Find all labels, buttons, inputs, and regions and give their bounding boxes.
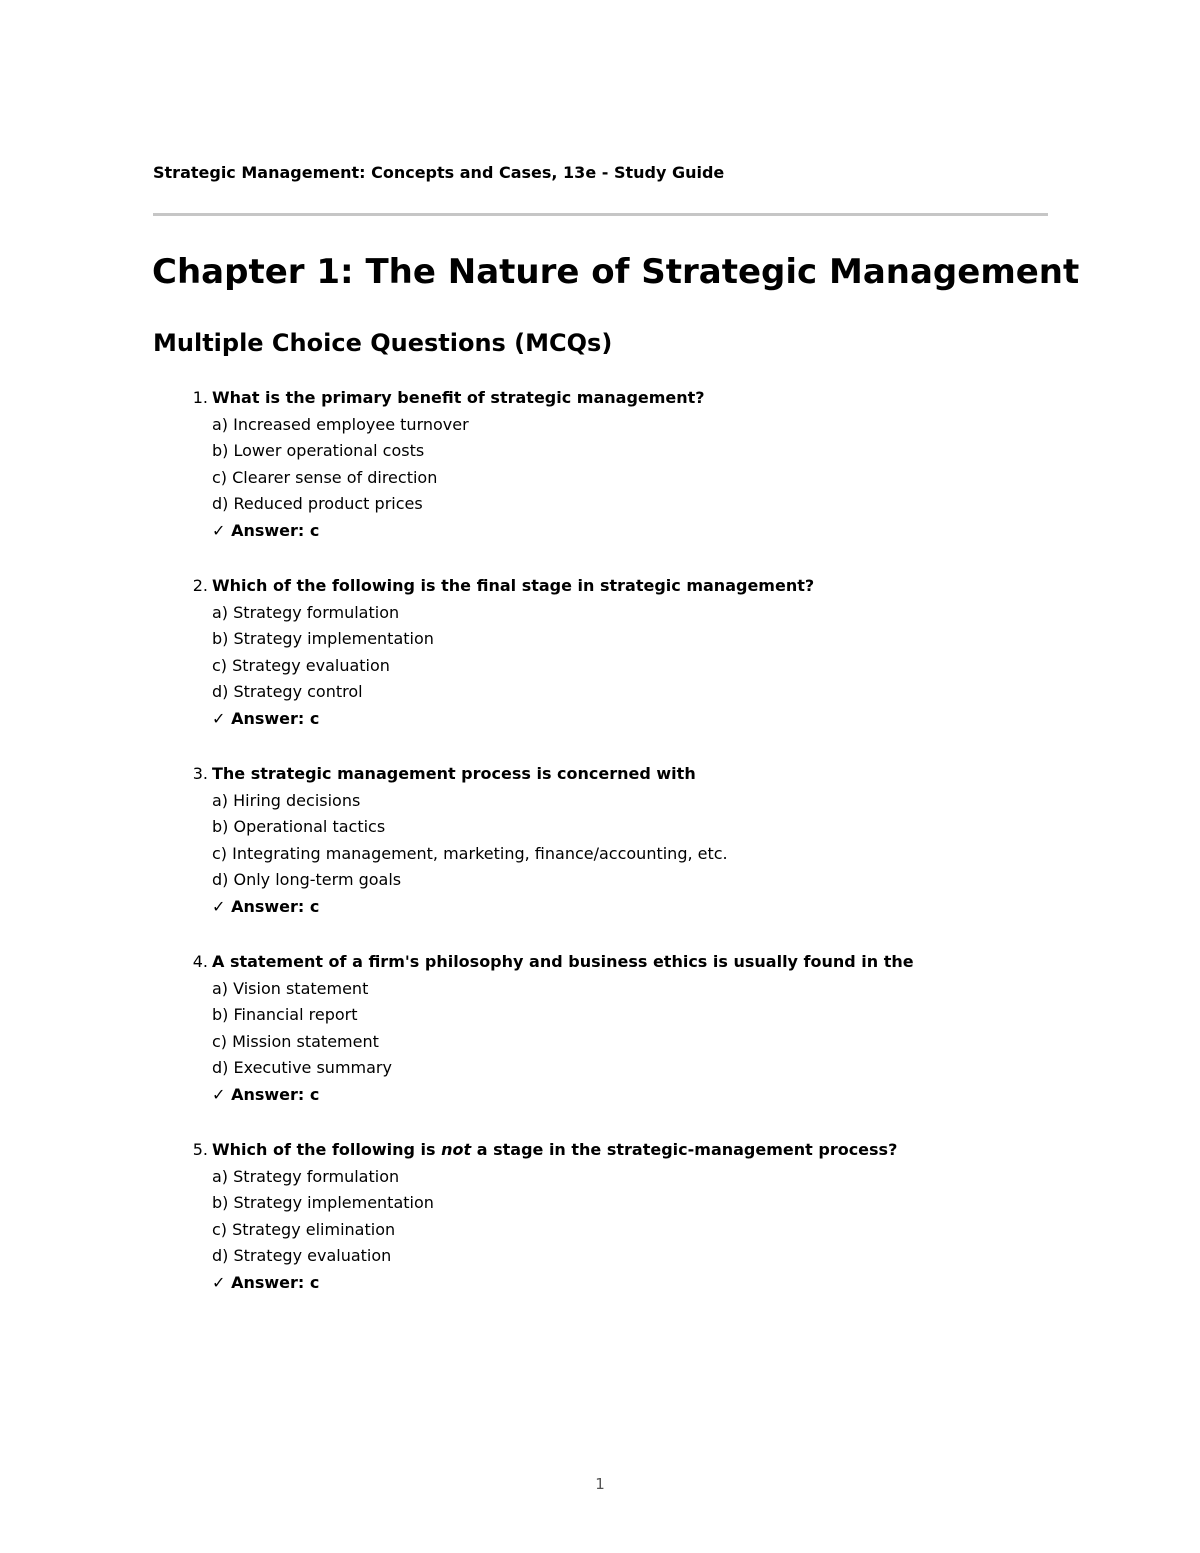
answer-text: Answer: c: [231, 1084, 320, 1104]
option-b: b) Strategy implementation: [212, 1193, 434, 1212]
option-b: b) Operational tactics: [212, 817, 386, 836]
question-text: What is the primary benefit of strategic management?: [212, 388, 705, 407]
answer-text: Answer: c: [231, 896, 320, 916]
answer-text: Answer: c: [231, 520, 320, 540]
answer-text: Answer: c: [231, 708, 320, 728]
option-a: a) Increased employee turnover: [212, 414, 469, 434]
answer-line: [212, 706, 1048, 733]
question-text: Which of the following is the final stage in strategic management?: [212, 576, 815, 595]
question-number: 2.: [192, 576, 208, 595]
option-a: a) Strategy formulation: [212, 1166, 400, 1186]
question-number: 5.: [192, 1140, 208, 1159]
check-icon: ✓: [212, 896, 226, 916]
option-d: d) Only long-term goals: [212, 870, 402, 889]
answer-line: [212, 1270, 1048, 1297]
question-2: [188, 573, 1048, 732]
option-a: a) Vision statement: [212, 978, 369, 998]
option-b: b) Lower operational costs: [212, 441, 425, 460]
option-d: d) Strategy evaluation: [212, 1246, 392, 1265]
question-number: 4.: [192, 952, 208, 971]
answer-line: [212, 1082, 1048, 1109]
question-text-end: a stage in the strategic-management process?: [471, 1140, 898, 1159]
question-number: 3.: [192, 764, 208, 783]
question-text: The strategic management process is concerned with: [212, 764, 696, 783]
option-d: d) Strategy control: [212, 682, 363, 701]
answer-line: [212, 518, 1048, 545]
check-icon: ✓: [212, 1084, 226, 1104]
option-c: c) Clearer sense of direction: [212, 467, 438, 487]
running-header: Strategic Management: Concepts and Cases, 13e - Study Guide: [153, 163, 725, 182]
header-divider: [153, 213, 1048, 216]
option-c: c) Strategy evaluation: [212, 655, 390, 675]
question-number: 1.: [192, 388, 208, 407]
question-list: [188, 385, 1048, 1325]
question-5: [188, 1137, 1048, 1296]
option-d: d) Reduced product prices: [212, 494, 423, 513]
question-text-start: Which of the following is: [212, 1140, 442, 1159]
option-b: b) Strategy implementation: [212, 629, 434, 648]
option-a: a) Strategy formulation: [212, 602, 400, 622]
option-c: c) Strategy elimination: [212, 1219, 396, 1239]
section-title: Multiple Choice Questions (MCQs): [153, 329, 613, 357]
question-text: A statement of a firm's philosophy and business ethics is usually found in the: [212, 952, 914, 971]
option-a: a) Hiring decisions: [212, 790, 361, 810]
question-text-emphasis: not: [441, 1140, 472, 1159]
answer-line: [212, 894, 1048, 921]
question-text: [212, 1137, 1048, 1164]
option-c: c) Mission statement: [212, 1031, 379, 1051]
option-b: b) Financial report: [212, 1005, 358, 1024]
question-4: [188, 949, 1048, 1108]
check-icon: ✓: [212, 1272, 226, 1292]
check-icon: ✓: [212, 708, 226, 728]
check-icon: ✓: [212, 520, 226, 540]
question-1: [188, 385, 1048, 544]
option-d: d) Executive summary: [212, 1058, 392, 1077]
page-number: 1: [595, 1475, 605, 1493]
chapter-title: Chapter 1: The Nature of Strategic Management: [152, 252, 1080, 292]
option-c: c) Integrating management, marketing, finance/accounting, etc.: [212, 843, 728, 863]
answer-text: Answer: c: [231, 1272, 320, 1292]
question-3: [188, 761, 1048, 920]
